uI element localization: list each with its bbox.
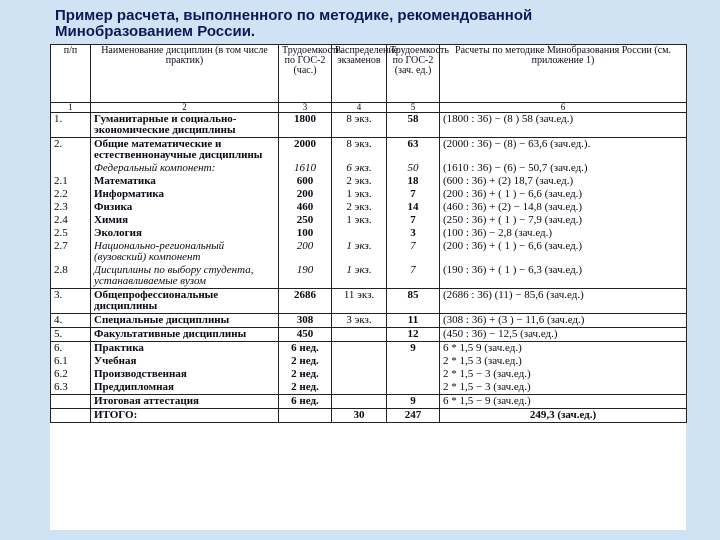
row-credits: 9 <box>387 342 440 356</box>
row-name: Учебная <box>91 355 279 368</box>
row-hours: 308 <box>279 314 332 328</box>
row-credits: 14 <box>387 201 440 214</box>
header-num: п/п <box>51 45 91 103</box>
row-hours: 6 нед. <box>279 342 332 356</box>
row-calculation: (200 : 36) + ( 1 ) − 6,6 (зач.ед.) <box>440 240 687 264</box>
row-number: 4. <box>51 314 91 328</box>
table-row <box>51 138 687 163</box>
row-hours <box>279 409 332 423</box>
row-hours: 2 нед. <box>279 368 332 381</box>
row-calculation: (308 : 36) + (3 ) − 11,6 (зач.ед.) <box>440 314 687 328</box>
table-row <box>51 240 687 264</box>
header-name: Наименование дисциплин (в том числе практик) <box>91 45 279 103</box>
row-name: Общепрофессиональные дисциплины <box>91 289 279 314</box>
row-number: 5. <box>51 328 91 342</box>
table-row <box>51 188 687 201</box>
row-credits: 9 <box>387 395 440 409</box>
row-calculation: (1610 : 36) − (6) − 50,7 (зач.ед.) <box>440 162 687 175</box>
row-calculation: 2 * 1,5 − 3 (зач.ед.) <box>440 368 687 381</box>
row-hours: 200 <box>279 240 332 264</box>
row-name: Общие математические и естественнонаучные дисциплины <box>91 138 279 163</box>
row-name: Информатика <box>91 188 279 201</box>
row-number: 6.1 <box>51 355 91 368</box>
row-credits: 63 <box>387 138 440 163</box>
row-name: Итоговая аттестация <box>91 395 279 409</box>
row-credits: 58 <box>387 113 440 138</box>
column-number: 3 <box>279 103 332 113</box>
row-name: Специальные дисциплины <box>91 314 279 328</box>
row-hours: 460 <box>279 201 332 214</box>
row-name: Физика <box>91 201 279 214</box>
table-row <box>51 328 687 342</box>
row-name: Преддипломная <box>91 381 279 395</box>
row-credits: 18 <box>387 175 440 188</box>
row-exams: 30 <box>332 409 387 423</box>
row-credits: 50 <box>387 162 440 175</box>
row-credits: 7 <box>387 240 440 264</box>
row-hours: 2000 <box>279 138 332 163</box>
page-title <box>55 8 695 40</box>
title-line-2: Минобразованием России. <box>55 23 256 40</box>
row-name: Факультативные дисциплины <box>91 328 279 342</box>
row-number: 1. <box>51 113 91 138</box>
row-name: ИТОГО: <box>91 409 279 423</box>
row-name: Математика <box>91 175 279 188</box>
row-calculation: (200 : 36) + ( 1 ) − 6,6 (зач.ед.) <box>440 188 687 201</box>
row-hours: 2686 <box>279 289 332 314</box>
row-number: 2.8 <box>51 264 91 289</box>
row-number <box>51 162 91 175</box>
row-number: 6.2 <box>51 368 91 381</box>
row-calculation: 6 * 1,5 − 9 (зач.ед.) <box>440 395 687 409</box>
row-number: 2.7 <box>51 240 91 264</box>
row-name: Производственная <box>91 368 279 381</box>
table-row <box>51 264 687 289</box>
row-exams: 1 экз. <box>332 240 387 264</box>
row-name: Химия <box>91 214 279 227</box>
row-hours: 2 нед. <box>279 381 332 395</box>
row-exams: 1 экз. <box>332 264 387 289</box>
row-number <box>51 395 91 409</box>
title-line-1: Пример расчета, выполненного по методике, рекомендованной <box>55 7 533 24</box>
table-row <box>51 175 687 188</box>
row-exams: 1 экз. <box>332 188 387 201</box>
table-row <box>51 409 687 423</box>
row-number: 2. <box>51 138 91 163</box>
row-number: 6.3 <box>51 381 91 395</box>
row-exams: 8 экз. <box>332 138 387 163</box>
row-name: Гуманитарные и социально-экономические дисциплины <box>91 113 279 138</box>
row-credits: 7 <box>387 188 440 201</box>
row-credits <box>387 355 440 368</box>
row-exams <box>332 395 387 409</box>
row-name: Экология <box>91 227 279 240</box>
row-exams <box>332 381 387 395</box>
table-row <box>51 214 687 227</box>
table-row <box>51 201 687 214</box>
table-row <box>51 342 687 356</box>
row-credits: 7 <box>387 264 440 289</box>
table-row <box>51 113 687 138</box>
header-exams: Распределение экзаменов <box>332 45 387 103</box>
row-calculation: 249,3 (зач.ед.) <box>440 409 687 423</box>
table-row <box>51 368 687 381</box>
row-exams: 2 экз. <box>332 175 387 188</box>
row-credits <box>387 368 440 381</box>
row-credits: 7 <box>387 214 440 227</box>
table-row <box>51 355 687 368</box>
row-exams <box>332 227 387 240</box>
row-credits <box>387 381 440 395</box>
row-calculation: (100 : 36) − 2,8 (зач.ед.) <box>440 227 687 240</box>
column-number: 6 <box>440 103 687 113</box>
header-row <box>51 45 687 103</box>
row-number: 2.5 <box>51 227 91 240</box>
table-row <box>51 289 687 314</box>
header-ze: Трудоемкость по ГОС-2 (зач. ед.) <box>387 45 440 103</box>
row-exams: 1 экз. <box>332 214 387 227</box>
table-row <box>51 381 687 395</box>
row-exams <box>332 368 387 381</box>
row-exams: 3 экз. <box>332 314 387 328</box>
row-exams <box>332 342 387 356</box>
row-calculation: (250 : 36) + ( 1 ) − 7,9 (зач.ед.) <box>440 214 687 227</box>
row-exams: 6 экз. <box>332 162 387 175</box>
column-number: 2 <box>91 103 279 113</box>
row-hours: 450 <box>279 328 332 342</box>
row-name: Практика <box>91 342 279 356</box>
column-number: 1 <box>51 103 91 113</box>
row-number: 2.3 <box>51 201 91 214</box>
row-number: 2.4 <box>51 214 91 227</box>
row-calculation: (190 : 36) + ( 1 ) − 6,3 (зач.ед.) <box>440 264 687 289</box>
row-hours: 200 <box>279 188 332 201</box>
row-calculation: (450 : 36) − 12,5 (зач.ед.) <box>440 328 687 342</box>
row-number: 2.1 <box>51 175 91 188</box>
row-calculation: (460 : 36) + (2) − 14,8 (зач.ед.) <box>440 201 687 214</box>
row-name: Дисциплины по выбору студента, устанавливаемые вузом <box>91 264 279 289</box>
row-credits: 12 <box>387 328 440 342</box>
row-exams: 11 экз. <box>332 289 387 314</box>
table-sheet <box>50 44 686 530</box>
row-hours: 2 нед. <box>279 355 332 368</box>
row-number <box>51 409 91 423</box>
row-calculation: 6 * 1,5 9 (зач.ед.) <box>440 342 687 356</box>
row-credits: 11 <box>387 314 440 328</box>
table-row <box>51 395 687 409</box>
header-hours: Трудоемкость по ГОС-2 (час.) <box>279 45 332 103</box>
table-body <box>51 113 687 423</box>
credits-table <box>50 44 687 423</box>
row-exams <box>332 355 387 368</box>
row-hours: 1800 <box>279 113 332 138</box>
row-name: Федеральный компонент: <box>91 162 279 175</box>
row-credits: 3 <box>387 227 440 240</box>
column-number: 5 <box>387 103 440 113</box>
row-calculation: (2000 : 36) − (8) − 63,6 (зач.ед.). <box>440 138 687 163</box>
table-row <box>51 162 687 175</box>
row-hours: 6 нед. <box>279 395 332 409</box>
row-calculation: 2 * 1,5 3 (зач.ед.) <box>440 355 687 368</box>
row-hours: 100 <box>279 227 332 240</box>
row-hours: 190 <box>279 264 332 289</box>
row-calculation: (2686 : 36) (11) − 85,6 (зач.ед.) <box>440 289 687 314</box>
table-row <box>51 227 687 240</box>
row-number: 2.2 <box>51 188 91 201</box>
row-credits: 85 <box>387 289 440 314</box>
row-hours: 250 <box>279 214 332 227</box>
row-calculation: (1800 : 36) − (8 ) 58 (зач.ед.) <box>440 113 687 138</box>
row-number: 6. <box>51 342 91 356</box>
header-calc: Расчеты по методике Минобразования России (см. приложение 1) <box>440 45 687 103</box>
row-name: Национально-региональный (вузовский) компонент <box>91 240 279 264</box>
row-number: 3. <box>51 289 91 314</box>
row-hours: 600 <box>279 175 332 188</box>
row-credits: 247 <box>387 409 440 423</box>
row-exams <box>332 328 387 342</box>
row-calculation: 2 * 1,5 − 3 (зач.ед.) <box>440 381 687 395</box>
column-number: 4 <box>332 103 387 113</box>
row-hours: 1610 <box>279 162 332 175</box>
row-exams: 2 экз. <box>332 201 387 214</box>
column-number-row <box>51 103 687 113</box>
row-exams: 8 экз. <box>332 113 387 138</box>
row-calculation: (600 : 36) + (2) 18,7 (зач.ед.) <box>440 175 687 188</box>
table-row <box>51 314 687 328</box>
